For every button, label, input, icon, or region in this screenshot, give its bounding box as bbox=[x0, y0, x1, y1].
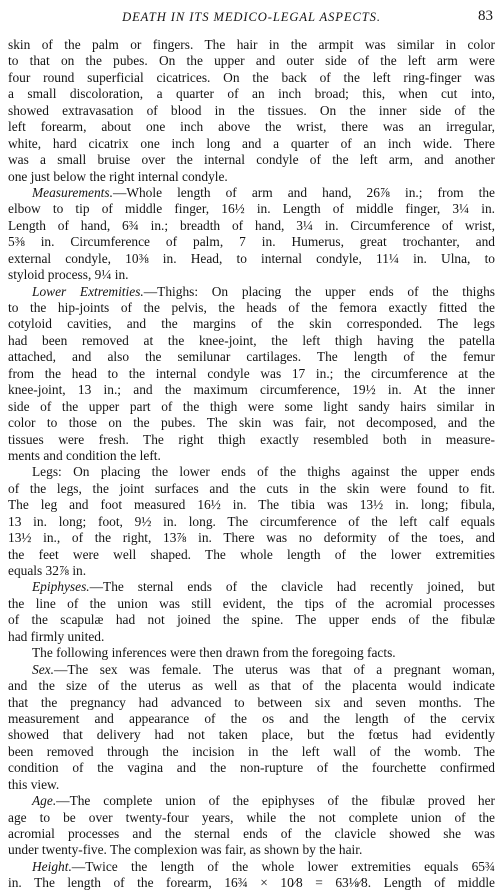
section-heading: Lower Extremities. bbox=[32, 283, 144, 299]
line-text: measurement and appearance of the os and the length of the cervix bbox=[8, 710, 495, 726]
text-line bbox=[8, 810, 495, 826]
line-text: —Thighs: On placing the upper ends of the thighs bbox=[143, 283, 495, 299]
line-text: was a small bruise over the internal condyle of the left arm, and another bbox=[8, 152, 495, 168]
line-text: four round superficial cicatrices. On the back of the left ring-finger was bbox=[8, 69, 495, 85]
line-text: to the hip-joints of the pelvis, the heads of the femora exactly fitted the bbox=[8, 300, 495, 315]
text-line bbox=[8, 218, 495, 234]
body-text bbox=[8, 37, 495, 892]
text-line bbox=[8, 86, 495, 102]
line-text: The leg and foot measured 16½ in. The tibia was 13½ in. long; fibula, bbox=[8, 497, 495, 513]
line-text: condition of the vagina and the non-rupture of the fourchette confirmed bbox=[8, 760, 495, 776]
line-text: skin of the palm or fingers. The hair in the armpit was similar in color bbox=[8, 37, 495, 52]
text-line bbox=[8, 530, 495, 546]
section-heading: Measurements. bbox=[32, 184, 113, 200]
line-text: and the size of the uterus as well as that of the placenta would indicate bbox=[8, 678, 495, 694]
text-line bbox=[8, 366, 495, 382]
section-heading: Epiphyses. bbox=[32, 579, 90, 595]
section-heading: Sex. bbox=[32, 661, 54, 677]
text-line bbox=[8, 678, 495, 694]
line-text: showed extravasation of blood in the tissues. On the inner side of the bbox=[8, 102, 495, 118]
text-line bbox=[8, 300, 495, 316]
text-line bbox=[8, 662, 495, 678]
line-text: elbow to tip of middle finger, 16½ in. Length of middle finger, 3¼ in. bbox=[8, 201, 495, 217]
text-line bbox=[8, 727, 495, 743]
line-text: showed that delivery had not taken place, but the fœtus had evidently bbox=[8, 727, 495, 743]
text-line bbox=[8, 481, 495, 497]
running-title: DEATH IN ITS MEDICO-LEGAL ASPECTS. bbox=[122, 10, 381, 24]
line-text: that the pregnancy had advanced to between six and seven months. The bbox=[8, 694, 495, 710]
text-line bbox=[8, 464, 495, 480]
text-line bbox=[8, 695, 495, 711]
line-text: from the head to the internal condyle was 17 in.; the circumference at the bbox=[8, 365, 495, 381]
section-heading: Height. bbox=[32, 858, 72, 874]
line-text: a small discoloration, a quarter of an inch broad; this, when cut into, bbox=[8, 86, 495, 102]
line-text: equals 32⅞ in. bbox=[8, 563, 87, 578]
text-line bbox=[8, 760, 495, 776]
text-line bbox=[8, 349, 495, 365]
text-line bbox=[8, 136, 495, 152]
text-line bbox=[8, 267, 495, 283]
text-line bbox=[8, 826, 495, 842]
line-text: —The complete union of the epiphyses of the fibulæ proved her bbox=[56, 793, 495, 809]
text-line bbox=[8, 842, 495, 858]
text-line bbox=[8, 103, 495, 119]
text-line bbox=[8, 169, 495, 185]
text-line bbox=[8, 185, 495, 201]
line-text: Length of hand, 6¾ in.; breadth of hand, 3¼ in. Circumference of wrist, bbox=[8, 217, 495, 233]
line-text: the line of the union was still evident, the tips of the acromial processes bbox=[8, 595, 495, 611]
text-line bbox=[8, 859, 495, 875]
text-line bbox=[8, 382, 495, 398]
line-text: to that on the pubes. On the upper and outer side of the left arm were bbox=[8, 53, 495, 69]
line-text: attached, and also the semilunar cartilages. The length of the femur bbox=[8, 349, 495, 365]
text-line bbox=[8, 448, 495, 464]
line-text: —The sternal ends of the clavicle had recently joined, but bbox=[89, 579, 495, 595]
line-text: in. The length of the forearm, 16¾ × 10⁄8 = 63⅛⁄8. Length of middle bbox=[8, 875, 495, 891]
line-text: 13½ in., of the right, 13⅞ in. There was no deformity of the toes, and bbox=[8, 530, 495, 546]
text-line bbox=[8, 316, 495, 332]
line-text: 5⅜ in. Circumference of palm, 7 in. Humerus, great trochanter, and bbox=[8, 234, 495, 250]
text-line bbox=[8, 875, 495, 891]
text-line bbox=[8, 251, 495, 267]
text-line bbox=[8, 514, 495, 530]
text-line bbox=[8, 744, 495, 760]
line-text: Legs: On placing the lower ends of the thighs against the upper ends bbox=[32, 464, 495, 480]
text-line bbox=[8, 612, 495, 628]
text-line bbox=[8, 777, 495, 793]
line-text: side of the upper part of the thigh were some light sandy hairs similar in bbox=[8, 398, 495, 414]
line-text: cotyloid cavities, and the margins of the skin corresponded. The legs bbox=[8, 316, 495, 332]
line-text: one just below the right internal condyle. bbox=[8, 168, 228, 184]
text-line bbox=[8, 70, 495, 86]
text-line bbox=[8, 432, 495, 448]
line-text: The following inferences were then drawn from the foregoing facts. bbox=[32, 645, 396, 661]
text-line bbox=[8, 234, 495, 250]
line-text: 13 in. long; foot, 9½ in. long. The circumference of the left calf equals bbox=[8, 513, 495, 529]
line-text: the feet were well shaped. The whole length of the lower extremities bbox=[8, 546, 495, 562]
text-line bbox=[8, 53, 495, 69]
line-text: knee-joint, 13 in.; and the maximum circumference, 19½ in. At the inner bbox=[8, 382, 495, 398]
line-text: under twenty-five. The complexion was fair, as shown by the hair. bbox=[8, 842, 363, 858]
text-line bbox=[8, 399, 495, 415]
text-line bbox=[8, 37, 495, 53]
text-line bbox=[8, 596, 495, 612]
section-heading: Age. bbox=[32, 793, 57, 809]
line-text: age to be over twenty-four years, while the not complete union of the bbox=[8, 809, 495, 825]
text-line bbox=[8, 793, 495, 809]
text-line bbox=[8, 711, 495, 727]
line-text: styloid process, 9¼ in. bbox=[8, 267, 129, 283]
line-text: —Whole length of arm and hand, 26⅞ in.; from the bbox=[112, 184, 495, 200]
text-line bbox=[8, 152, 495, 168]
text-line bbox=[8, 547, 495, 563]
page-number: 83 bbox=[478, 8, 493, 24]
line-text: —The sex was female. The uterus was that of a pregnant woman, bbox=[53, 661, 495, 677]
line-text: of the legs, the joint surfaces and the cuts in the skin were found to fit. bbox=[8, 480, 495, 496]
line-text: had been removed at the knee-joint, the left thigh having the patella bbox=[8, 332, 495, 348]
line-text: —Twice the length of the whole lower extremities equals 65¾ bbox=[71, 858, 495, 874]
line-text: white, hard cicatrix one inch long and a quarter of an inch wide. There bbox=[8, 135, 495, 151]
text-line bbox=[8, 563, 495, 579]
text-line bbox=[8, 415, 495, 431]
line-text: this view. bbox=[8, 776, 60, 792]
text-line bbox=[8, 119, 495, 135]
text-line bbox=[8, 629, 495, 645]
line-text: of the scapulæ had not joined the spine. The upper ends of the fibulæ bbox=[8, 612, 495, 628]
text-line bbox=[8, 333, 495, 349]
page-header bbox=[0, 0, 503, 34]
line-text: had firmly united. bbox=[8, 628, 105, 644]
line-text: external condyle, 10⅜ in. Head, to internal condyle, 11¼ in. Ulna, to bbox=[8, 250, 495, 266]
text-line bbox=[8, 284, 495, 300]
line-text: acromial processes and the sternal ends of the clavicle showed she was bbox=[8, 826, 495, 841]
line-text: been removed through the incision in the left wall of the womb. The bbox=[8, 743, 495, 759]
line-text: left forearm, about one inch above the wrist, there was an irregular, bbox=[8, 119, 495, 135]
text-line bbox=[8, 645, 495, 661]
text-line bbox=[8, 497, 495, 513]
line-text: color to those on the pubes. The skin was fair, not decomposed, and the bbox=[8, 415, 495, 431]
text-line bbox=[8, 579, 495, 595]
line-text: tissues were fresh. The right thigh exactly resembled both in measure- bbox=[8, 431, 495, 447]
line-text: ments and condition the left. bbox=[8, 447, 161, 463]
text-line bbox=[8, 201, 495, 217]
